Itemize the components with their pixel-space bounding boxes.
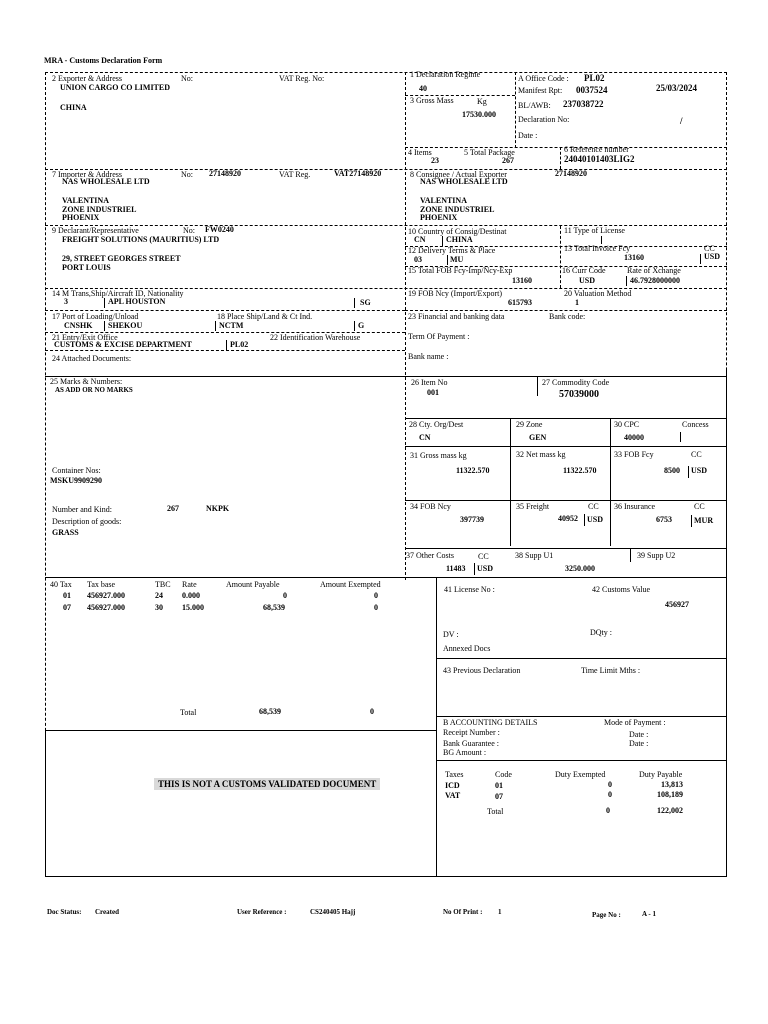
- total-invoice-currency: USD: [704, 252, 721, 261]
- receipt-date-label: Date :: [629, 730, 649, 739]
- container-value: MSKU9909290: [50, 476, 102, 485]
- net-kg-value: 11322.570: [563, 466, 597, 475]
- reference-value: 24040101403LIG2: [564, 154, 635, 164]
- importer-name: NAS WHOLESALE LTD: [62, 177, 150, 186]
- gross-mass-value: 17530.000: [462, 110, 496, 119]
- form-title: MRA - Customs Declaration Form: [44, 56, 163, 65]
- duty-code: 07: [495, 792, 503, 801]
- tax-total-payable: 68,539: [259, 707, 281, 716]
- doc-status-value: Created: [95, 908, 119, 916]
- regime-value: 40: [419, 84, 427, 93]
- duty-exempted: 0: [608, 780, 612, 789]
- total-invoice-value: 13160: [624, 253, 644, 262]
- consignee-addr3: PHOENIX: [420, 213, 458, 222]
- page-label: Page No :: [592, 911, 621, 919]
- attached-docs-label: 24 Attached Documents:: [52, 354, 132, 363]
- prev-decl-label: 43 Previous Declaration: [443, 666, 521, 675]
- xchange-value: 46.7928000000: [630, 276, 680, 285]
- tax-tbc: 24: [155, 591, 163, 600]
- fob-fcy-value: 8500: [664, 466, 680, 475]
- importer-no-label: No:: [181, 170, 193, 179]
- tax-col-exempted: Amount Exempted: [320, 580, 381, 589]
- fob-fcy-currency: USD: [691, 466, 708, 475]
- importer-label: 7 Importer & Address: [52, 170, 122, 179]
- declarant-addr2: PORT LOUIS: [62, 263, 111, 272]
- tax-code: 07: [63, 603, 71, 612]
- transport-ship: APL HOUSTON: [108, 297, 166, 306]
- marks-value: AS ADD OR NO MARKS: [55, 386, 133, 394]
- curr-code-label: 16 Curr Code: [562, 266, 606, 275]
- kind-value: NKPK: [206, 504, 230, 513]
- declarant-no: FW0240: [205, 225, 234, 234]
- reference-label: 6 Reference number: [564, 145, 629, 154]
- country-consig-code: CN: [414, 235, 426, 244]
- delivery-terms-code: 03: [414, 255, 422, 264]
- total-fob-value: 13160: [512, 276, 532, 285]
- freight-cc-label: CC: [588, 502, 599, 511]
- country-consig-label: 10 Country of Consig/Destinat: [408, 227, 507, 236]
- office-code: PL02: [584, 73, 605, 83]
- date-label: Date :: [518, 131, 538, 140]
- financial-label: 23 Financial and banking data: [408, 312, 505, 321]
- duty-code: 01: [495, 781, 503, 790]
- port-loading-code: CNSHK: [64, 321, 93, 330]
- freight-label: 35 Freight: [516, 502, 550, 511]
- dv-label: DV :: [443, 630, 459, 639]
- other-costs-value: 11483: [446, 564, 466, 573]
- dqty-label: DQty :: [590, 628, 612, 637]
- gross-mass-unit: Kg: [477, 97, 487, 106]
- total-invoice-cc-label: CC: [704, 244, 715, 253]
- zone-label: 29 Zone: [516, 420, 543, 429]
- tax-total-label: Total: [180, 708, 197, 717]
- duty-total-exempted: 0: [606, 806, 610, 815]
- exporter-no-label: No:: [181, 74, 193, 83]
- gross-kg-label: 31 Gross mass kg: [410, 451, 467, 460]
- zone-value: GEN: [529, 433, 547, 442]
- cpc-label: 30 CPC: [614, 420, 640, 429]
- other-costs-cc-label: CC: [478, 552, 489, 561]
- items-value: 23: [431, 156, 439, 165]
- gross-mass-label: 3 Gross Mass: [410, 96, 454, 105]
- delivery-terms-label: 12 Delivery Terms & Place: [408, 246, 496, 255]
- insurance-currency: MUR: [694, 516, 714, 525]
- tax-payable: 0: [283, 591, 287, 600]
- tax-col-base: Tax base: [87, 580, 116, 589]
- tax-code: 01: [63, 591, 71, 600]
- tax-col-rate: Rate: [182, 580, 197, 589]
- commodity-label: 27 Commodity Code: [542, 378, 610, 387]
- user-ref-label: User Reference :: [237, 908, 287, 916]
- freight-currency: USD: [587, 515, 604, 524]
- importer-addr3: PHOENIX: [62, 213, 100, 222]
- fob-ncy34-value: 397739: [460, 515, 484, 524]
- declaration-no-label: Declaration No:: [518, 115, 570, 124]
- total-fob-label: 15 Total FOB Fcy-Imp/Ncy-Exp: [408, 266, 513, 275]
- bank-name-label: Bank name :: [408, 352, 449, 361]
- supp-u1-value: 3250.000: [565, 564, 595, 573]
- commodity-value: 57039000: [559, 389, 599, 400]
- consignee-label: 8 Consignee / Actual Exporter: [410, 170, 507, 179]
- consignee-no: 27148920: [555, 169, 587, 178]
- duty-tax: ICD: [445, 781, 460, 790]
- xchange-label: Rate of Xchange: [627, 266, 681, 275]
- freight-value: 40952: [558, 514, 578, 523]
- duty-total-payable: 122,002: [657, 806, 683, 815]
- fob-fcy-label: 33 FOB Fcy: [614, 450, 654, 459]
- other-costs-label: 37 Other Costs: [406, 551, 454, 560]
- insurance-value: 6753: [656, 515, 672, 524]
- office-date: 25/03/2024: [656, 83, 698, 93]
- exporter-name: UNION CARGO CO LIMITED: [60, 83, 171, 92]
- importer-addr2: ZONE INDUSTRIEL: [62, 205, 137, 214]
- place-ship-label: 18 Place Ship/Land & Ct Ind.: [217, 312, 313, 321]
- customs-value-value: 456927: [665, 600, 689, 609]
- duty-tax: VAT: [445, 791, 461, 800]
- customs-value-label: 42 Customs Value: [592, 585, 651, 594]
- importer-vat-label: VAT Reg.: [279, 170, 311, 179]
- place-ship-code: NCTM: [219, 321, 244, 330]
- tax-tbc: 30: [155, 603, 163, 612]
- goods-desc-value: GRASS: [52, 528, 79, 537]
- exporter-vat-label: VAT Reg. No:: [279, 74, 325, 83]
- importer-addr1: VALENTINA: [62, 196, 109, 205]
- marks-label: 25 Marks & Numbers:: [50, 377, 123, 386]
- delivery-terms-place: MU: [450, 255, 464, 264]
- valuation-value: 1: [575, 298, 579, 307]
- tax-exempted: 0: [374, 591, 378, 600]
- declarant-addr1: 29, STREET GEORGES STREET: [62, 254, 181, 263]
- supp-u1-label: 38 Supp U1: [515, 551, 554, 560]
- transport-mode: 3: [64, 297, 68, 306]
- tax-base: 456927.000: [87, 603, 125, 612]
- tax-rate: 0.000: [182, 591, 200, 600]
- port-loading-label: 17 Port of Loading/Unload: [52, 312, 139, 321]
- fob-ncy-label: 19 FOB Ncy (Import/Export): [408, 289, 502, 298]
- number-kind-label: Number and Kind:: [52, 505, 112, 514]
- regime-label: 1 Declaration Regime: [410, 70, 481, 79]
- entry-office-label: 21 Entry/Exit Office: [52, 333, 118, 342]
- importer-vat: VAT27148920: [334, 169, 382, 178]
- insurance-cc-label: CC: [694, 502, 705, 511]
- consignee-name: NAS WHOLESALE LTD: [420, 177, 508, 186]
- annexed-label: Annexed Docs: [443, 644, 491, 653]
- duty-exempted: 0: [608, 790, 612, 799]
- duty-col-code: Code: [495, 770, 512, 779]
- duty-col-exempted: Duty Exempted: [555, 770, 606, 779]
- manifest-label: Manifest Rpt:: [518, 86, 563, 95]
- time-limit-label: Time Limit Mths :: [581, 666, 641, 675]
- transport-nationality: SG: [360, 298, 371, 307]
- duty-payable: 13,813: [661, 780, 683, 789]
- duty-col-payable: Duty Payable: [639, 770, 683, 779]
- cty-org-label: 28 Cty. Org/Dest: [409, 420, 464, 429]
- place-ship-ind: G: [358, 321, 365, 330]
- concess-label: Concess: [682, 420, 709, 429]
- entry-office-code: PL02: [230, 340, 249, 349]
- consignee-addr1: VALENTINA: [420, 196, 467, 205]
- total-package-label: 5 Total Package: [464, 148, 515, 157]
- accounting-label: B ACCOUNTING DETAILS: [443, 718, 538, 727]
- term-payment-label: Term Of Payment :: [408, 332, 470, 341]
- total-package-value: 267: [502, 156, 514, 165]
- exporter-label: 2 Exporter & Address: [52, 74, 122, 83]
- license-no-label: 41 License No :: [444, 585, 495, 594]
- entry-office-name: CUSTOMS & EXCISE DEPARTMENT: [54, 340, 192, 349]
- tax-total-exempted: 0: [370, 707, 374, 716]
- tax-base: 456927.000: [87, 591, 125, 600]
- number-value: 267: [167, 504, 179, 513]
- transport-label: 14 M Trans,Ship/Aircraft ID, Nationality: [52, 289, 184, 298]
- bg-amount-label: BG Amount :: [443, 748, 487, 757]
- duty-col-taxes: Taxes: [445, 770, 464, 779]
- prints-label: No Of Print :: [443, 908, 483, 916]
- insurance-label: 36 Insurance: [614, 502, 656, 511]
- valuation-label: 20 Valuation Method: [564, 289, 632, 298]
- other-costs-currency: USD: [477, 564, 494, 573]
- cty-org-value: CN: [419, 433, 431, 442]
- supp-u2-label: 39 Supp U2: [637, 551, 676, 560]
- fob-fcy-cc-label: CC: [691, 450, 702, 459]
- net-kg-label: 32 Net mass kg: [516, 450, 566, 459]
- not-validated-banner: THIS IS NOT A CUSTOMS VALIDATED DOCUMENT: [154, 778, 380, 790]
- mode-payment-label: Mode of Payment :: [604, 718, 666, 727]
- gross-kg-value: 11322.570: [456, 466, 490, 475]
- tax-col-payable: Amount Payable: [226, 580, 280, 589]
- receipt-label: Receipt Number :: [443, 728, 500, 737]
- curr-code-value: USD: [579, 276, 596, 285]
- total-invoice-label: 13 Total Invoice Fcy: [564, 244, 631, 253]
- item-no-value: 001: [427, 388, 439, 397]
- declarant-name: FREIGHT SOLUTIONS (MAURITIUS) LTD: [62, 235, 220, 244]
- items-label: 4 Items: [408, 148, 432, 157]
- blawb-value: 237038722: [563, 99, 604, 109]
- license-type-label: 11 Type of License: [564, 226, 625, 235]
- duty-total-label: Total: [487, 807, 504, 816]
- port-loading-name: SHEKOU: [108, 321, 143, 330]
- container-label: Container Nos:: [52, 466, 101, 475]
- declaration-no-value: /: [680, 116, 683, 126]
- doc-status-label: Doc Status:: [47, 908, 82, 916]
- bank-code-label: Bank code:: [549, 312, 586, 321]
- item-no-label: 26 Item No: [411, 378, 448, 387]
- warehouse-label: 22 Identification Warehouse: [270, 333, 361, 342]
- user-ref-value: CS240405 Hajj: [310, 908, 356, 916]
- fob-ncy34-label: 34 FOB Ncy: [410, 502, 451, 511]
- declarant-no-label: No:: [183, 226, 195, 235]
- guarantee-label: Bank Guarantee :: [443, 739, 499, 748]
- tax-payable: 68,539: [263, 603, 285, 612]
- office-label: A Office Code :: [518, 74, 569, 83]
- blawb-label: BL/AWB:: [518, 101, 551, 110]
- tax-exempted: 0: [374, 603, 378, 612]
- page-value: A - 1: [642, 910, 656, 918]
- country-consig-name: CHINA: [446, 235, 473, 244]
- exporter-country: CHINA: [60, 103, 87, 112]
- declarant-label: 9 Declarant/Representative: [52, 226, 139, 235]
- consignee-addr2: ZONE INDUSTRIEL: [420, 205, 495, 214]
- prints-value: 1: [498, 908, 502, 916]
- tax-col-tax: 40 Tax: [50, 580, 72, 589]
- goods-desc-label: Description of goods:: [52, 517, 122, 526]
- guarantee-date-label: Date :: [629, 739, 649, 748]
- importer-no: 27148920: [209, 169, 241, 178]
- manifest-value: 0037524: [576, 85, 608, 95]
- tax-col-tbc: TBC: [155, 580, 171, 589]
- cpc-value: 40000: [624, 433, 644, 442]
- duty-payable: 108,189: [657, 790, 683, 799]
- tax-rate: 15.000: [182, 603, 204, 612]
- fob-ncy-value: 615793: [508, 298, 532, 307]
